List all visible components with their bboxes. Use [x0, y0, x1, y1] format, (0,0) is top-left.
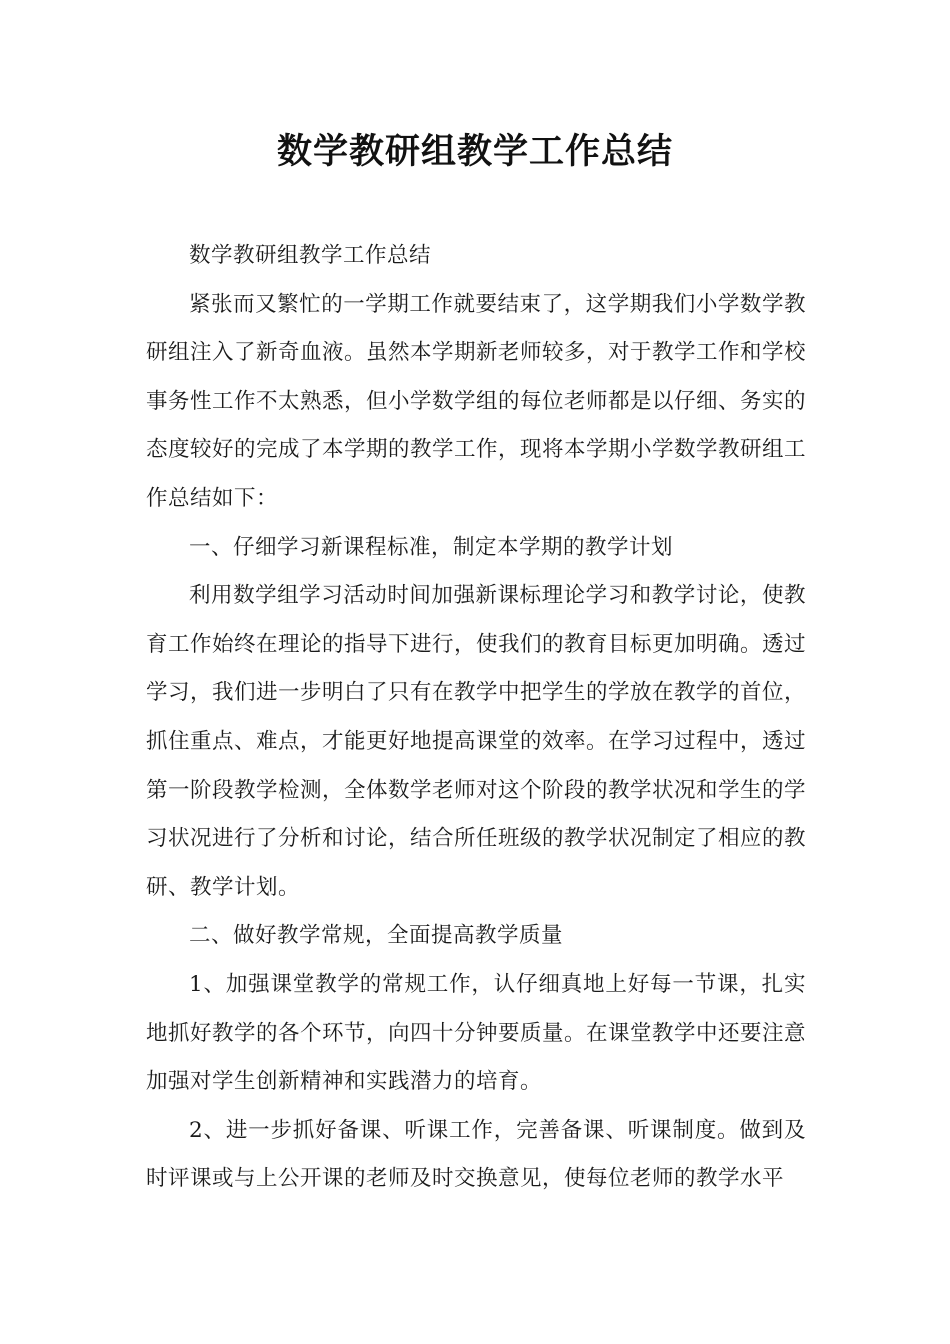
section-heading-1: 一、仔细学习新课程标准，制定本学期的教学计划: [189, 534, 674, 560]
paragraph-item-2: 2、进一步抓好备课、听课工作，完善备课、听课制度。做到及时评课或与上公开课的老师及时交换意见，使每位老师的教学水平: [146, 1117, 806, 1192]
paragraph-subtitle: 数学教研组教学工作总结: [189, 243, 432, 268]
document-title: 数学教研组教学工作总结: [276, 132, 673, 172]
paragraph-item-1: 1、加强课堂教学的常规工作，认仔细真地上好每一节课，扎实地抓好教学的各个环节，向四十分钟要质量。在课堂教学中还要注意加强对学生创新精神和实践潜力的培育。: [146, 971, 807, 1095]
paragraph-section-1: 利用数学组学习活动时间加强新课标理论学习和教学讨论，使教育工作始终在理论的指导下进行，使我们的教育目标更加明确。透过学习，我们进一步明白了只有在教学中把学生的学放在教学的首位，抓住重点、难点，才能更好地提高课堂的效率。在学习过程中，透过第一阶段教学检测，全体数学老师对这个阶段的教学状况和学生的学习状况进行了分析和讨论，结合所任班级的教学状况制定了相应的教研、教学计划。: [146, 583, 807, 900]
document-body: [146, 232, 806, 1204]
section-heading-2: 二、做好教学常规，全面提高教学质量: [189, 923, 564, 949]
paragraph-intro: 紧张而又繁忙的一学期工作就要结束了，这学期我们小学数学教研组注入了新奇血液。虽然本学期新老师较多，对于教学工作和学校事务性工作不太熟悉，但小学数学组的每位老师都是以仔细、务实的态度较好的完成了本学期的教学工作，现将本学期小学数学教研组工作总结如下：: [146, 291, 807, 511]
